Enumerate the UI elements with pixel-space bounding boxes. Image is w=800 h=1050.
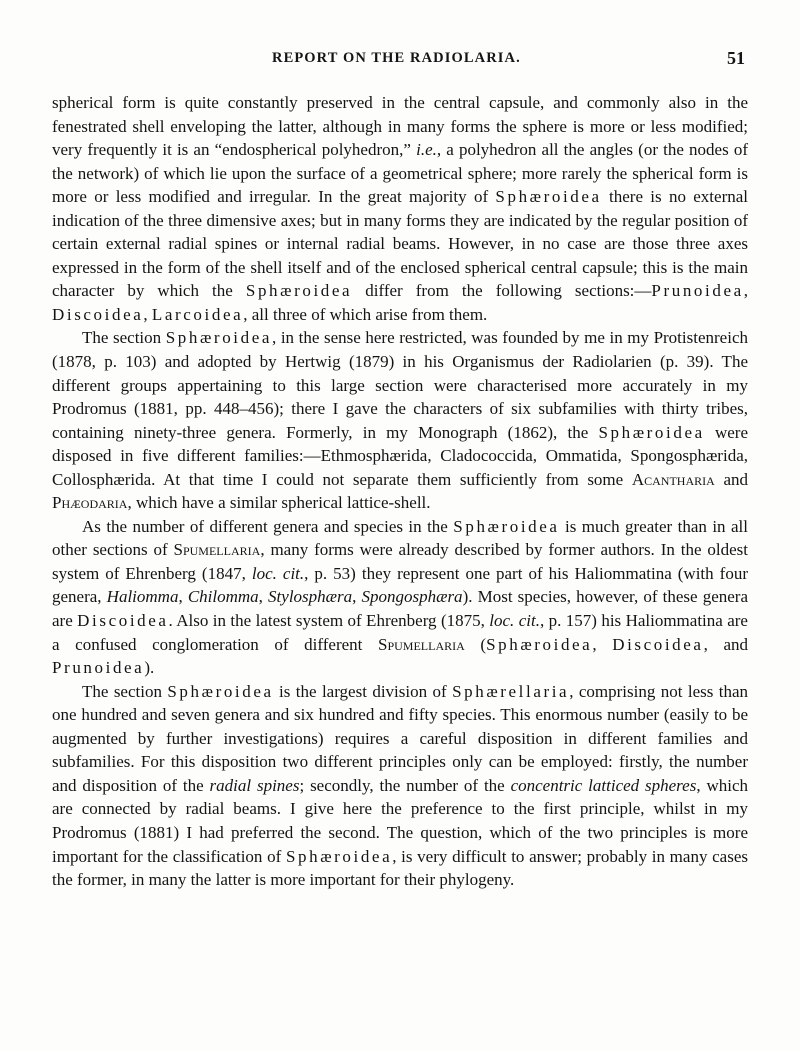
taxon-name: Prunoidea: [651, 281, 744, 301]
small-caps-term: Phæodaria: [52, 493, 128, 513]
text-run: differ from the following sections:—: [352, 281, 652, 301]
text-run: The section: [82, 328, 166, 348]
text-run: ,: [352, 587, 362, 607]
italic-term: Haliomma: [106, 587, 179, 607]
text-run: , is very difficult to answer; probably in many cases the former, in many the latter is more important for their phylogeny.: [52, 846, 748, 890]
text-run: , all three of which arise from them.: [243, 304, 488, 324]
taxon-name: Sphæroidea: [285, 846, 393, 866]
text-run: and: [714, 469, 749, 489]
paragraph: [52, 91, 748, 326]
text-run: , and: [703, 634, 748, 654]
text-run: , a polyhedron all the angles (or the nodes of the network) of which lie upon the surface of a geometrical sphere; more rarely the spherical form is more or less modified and irregular. In the great majority of: [52, 140, 749, 207]
text-run: ). Most species, however, of these genera are: [52, 587, 748, 631]
taxon-name: Sphæroidea: [167, 681, 274, 701]
taxon-name: Discoidea: [52, 304, 144, 324]
small-caps-term: Spumellaria: [378, 634, 465, 654]
small-caps-term: Acantharia: [631, 469, 715, 489]
text-run: ).: [144, 658, 155, 678]
taxon-name: Sphæroidea: [165, 328, 273, 348]
text-run: , which have a similar spherical lattice-shell.: [127, 493, 431, 513]
taxon-name: Sphærellaria: [452, 681, 570, 701]
italic-term: i.e.: [416, 140, 437, 160]
text-run: (: [464, 634, 487, 654]
text-run: , which are connected by radial beams. I give here the preference to the first principle, whilst in my Prodromus (1881) I had preferred the second. The question, which of the two principles is more important for the classification of: [52, 775, 748, 866]
text-run: ,: [743, 281, 748, 301]
italic-term: Spongosphæra: [361, 587, 463, 607]
italic-term: radial spines: [209, 775, 300, 795]
text-run: ; secondly, the number of the: [299, 775, 511, 795]
text-run: were disposed in five different families:—Ethmosphærida, Cladococcida, Ommatida, Spongosphærida, Collosphærida. At that time I could not separate them sufficiently from some: [52, 422, 749, 489]
text-run: , p. 157) his Haliommatina are a confused conglomeration of different: [52, 611, 748, 654]
italic-term: Chilomma: [187, 587, 259, 607]
paragraph: [52, 515, 748, 680]
text-run: ,: [178, 587, 188, 607]
text-run: , p. 53) they represent one part of his Haliommatina (with four genera,: [52, 563, 748, 607]
italic-term: loc. cit.: [251, 563, 305, 583]
text-run: ,: [592, 634, 613, 654]
taxon-name: Prunoidea: [52, 658, 145, 678]
text-run: The section: [82, 681, 168, 701]
text-run: spherical form is quite constantly preserved in the central capsule, and commonly also in the fenestrated shell enveloping the latter, although in many forms the sphere is more or less modified; very frequently it is an “endospherical polyhedron,”: [52, 93, 748, 160]
page-header: [0, 48, 800, 72]
italic-term: Stylosphæra: [268, 587, 353, 607]
page-number: 51: [727, 48, 745, 68]
taxon-name: Sphæroidea: [245, 281, 353, 301]
paragraph: [52, 680, 748, 892]
body-text: [52, 91, 748, 892]
text-run: As the number of different genera and species in the: [82, 516, 454, 536]
text-run: is much greater than in all other sections of: [52, 516, 748, 560]
taxon-name: Sphæroidea: [453, 516, 560, 536]
taxon-name: Sphæroidea: [598, 422, 705, 442]
small-caps-term: Spumellaria: [173, 540, 261, 560]
paragraph: [52, 326, 748, 514]
taxon-name: Discoidea: [77, 611, 169, 631]
taxon-name: Sphæroidea: [486, 634, 593, 654]
text-run: , in the sense here restricted, was founded by me in my Protistenreich (1878, p. 103) and adopted by Hertwig (1879) in his Organismus der Radiolarien (p. 39). The different groups appertaining to this large section were characterised more accurately in my Prodromus (1881, pp. 448–456); there I gave the characters of six subfamilies with thirty tribes, containing ninety-three genera. Formerly, in my Monograph (1862), the: [52, 328, 748, 442]
text-run: there is no external indication of the three dimensive axes; but in many forms they are indicated by the regular position of certain external radial spines or internal radial beams. However, in no case are those three axes expressed in the form of the shell itself and of the enclosed spherical central capsule; this is the main character by which the: [52, 187, 748, 301]
taxon-name: Sphæroidea: [495, 187, 602, 207]
text-run: , comprising not less than one hundred and seven genera and six hundred and fifty species. This enormous number (easily to be augmented by further investigations) requires a careful disposition in different families and subfamilies. For this disposition two different principles only can be employed: firstly, the number and disposition of the: [52, 681, 749, 795]
text-run: , many forms were already described by former authors. In the oldest system of Ehrenberg (1847,: [52, 540, 748, 583]
taxon-name: Discoidea: [612, 634, 704, 654]
italic-term: concentric latticed spheres: [510, 775, 697, 795]
text-run: is the largest division of: [273, 681, 453, 701]
text-run: ,: [143, 304, 152, 324]
italic-term: loc. cit.: [489, 611, 540, 631]
taxon-name: Larcoidea: [151, 304, 244, 324]
text-run: . Also in the latest system of Ehrenberg (1875,: [168, 611, 490, 631]
running-head: REPORT ON THE RADIOLARIA.: [272, 50, 521, 66]
text-run: ,: [258, 587, 269, 607]
